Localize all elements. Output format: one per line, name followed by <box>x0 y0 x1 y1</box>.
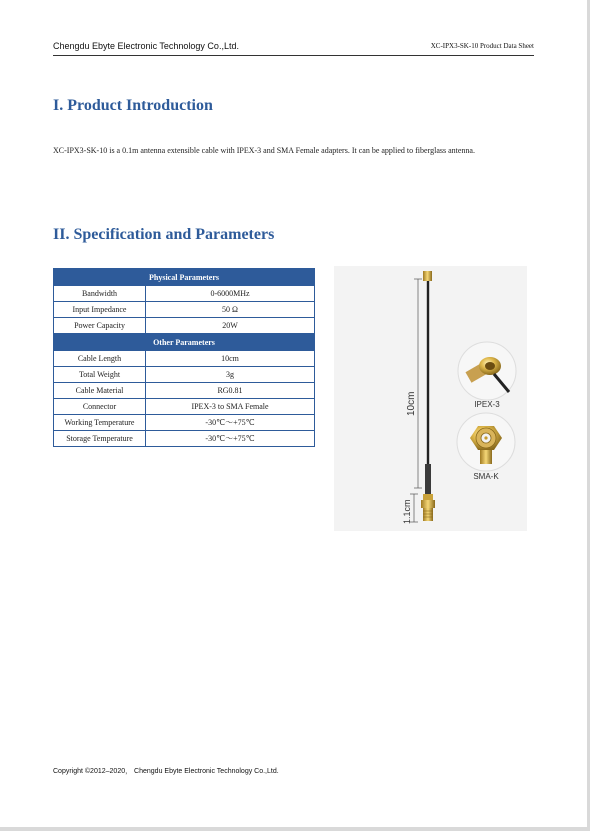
section-heading-specification: II. Specification and Parameters <box>53 226 275 243</box>
param-value: 20W <box>146 318 315 334</box>
param-name: Power Capacity <box>54 318 146 334</box>
param-value: -30℃～+75℃ <box>146 415 315 431</box>
param-value: 10cm <box>146 351 315 367</box>
page-edge-bottom <box>0 827 590 831</box>
param-name: Cable Material <box>54 383 146 399</box>
table-row <box>54 383 315 399</box>
param-name: Working Temperature <box>54 415 146 431</box>
cable-illustration <box>334 266 527 531</box>
param-value: 50 Ω <box>146 302 315 318</box>
table-row <box>54 367 315 383</box>
table-row <box>54 302 315 318</box>
param-name: Cable Length <box>54 351 146 367</box>
param-name: Connector <box>54 399 146 415</box>
table-row <box>54 351 315 367</box>
ipex-connector-top <box>423 271 432 281</box>
section-heading-introduction: I. Product Introduction <box>53 97 213 114</box>
header-company: Chengdu Ebyte Electronic Technology Co.,Ltd. <box>53 41 239 51</box>
sma-hex <box>421 500 435 508</box>
length-label: 10cm <box>406 391 417 416</box>
sma-thread <box>423 508 433 521</box>
connector-length-label: 1.1cm <box>402 499 412 524</box>
spec-table <box>53 268 315 447</box>
param-value: 0-6000MHz <box>146 286 315 302</box>
cable-sleeve <box>425 464 431 494</box>
intro-paragraph: XC-IPX3-SK-10 is a 0.1m antenna extensible cable with IPEX-3 and SMA Female adapters. It can be applied to fiberglass antenna. <box>53 146 475 155</box>
ipex-label: IPEX-3 <box>474 400 500 409</box>
table-row <box>54 415 315 431</box>
param-name: Storage Temperature <box>54 431 146 447</box>
sma-label: SMA-K <box>473 472 499 481</box>
param-name: Total Weight <box>54 367 146 383</box>
param-value: IPEX-3 to SMA Female <box>146 399 315 415</box>
page-header <box>53 40 534 56</box>
param-value: 3g <box>146 367 315 383</box>
header-doc-title: XC-IPX3-SK-10 Product Data Sheet <box>430 42 534 50</box>
table-header-row <box>54 334 315 351</box>
table-row <box>54 286 315 302</box>
table-row <box>54 318 315 334</box>
param-name: Bandwidth <box>54 286 146 302</box>
sma-body <box>423 494 433 500</box>
param-value: RG0.81 <box>146 383 315 399</box>
product-photo <box>334 266 527 531</box>
table-header-row <box>54 269 315 286</box>
other-parameters-header: Other Parameters <box>54 334 315 351</box>
table-row <box>54 399 315 415</box>
page-footer: Copyright ©2012–2020， Chengdu Ebyte Electronic Technology Co.,Ltd. <box>53 768 279 775</box>
param-value: -30℃～+75℃ <box>146 431 315 447</box>
table-row <box>54 431 315 447</box>
physical-parameters-header: Physical Parameters <box>54 269 315 286</box>
param-name: Input Impedance <box>54 302 146 318</box>
